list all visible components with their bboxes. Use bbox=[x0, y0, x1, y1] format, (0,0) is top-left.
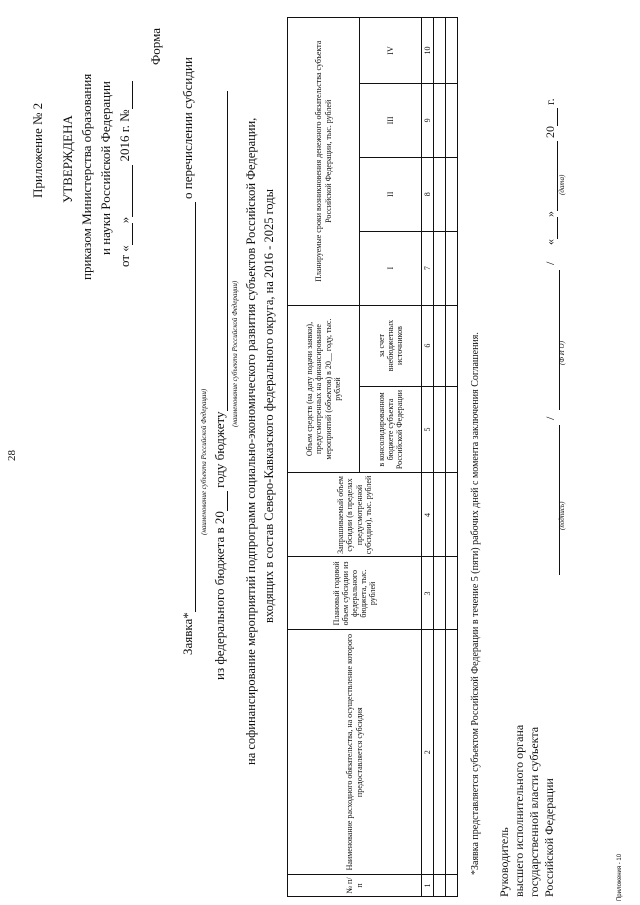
slash-left: / bbox=[543, 416, 557, 420]
budget-line bbox=[212, 92, 228, 681]
form-label: Форма bbox=[148, 28, 163, 65]
table-cell[interactable] bbox=[434, 630, 446, 875]
table-cell[interactable] bbox=[434, 473, 446, 557]
hint-subject-1: (наименование субъекта Российской Федерации) bbox=[200, 388, 208, 535]
table-cell[interactable] bbox=[446, 18, 458, 84]
header-funds: Объем средств (на дату подачи заявки), предусмотренных на финансирование мероприятий (объектов) в 20__ году, тыс. рублей bbox=[288, 305, 360, 473]
table-cell[interactable] bbox=[446, 386, 458, 473]
table-cell[interactable] bbox=[446, 875, 458, 897]
col-number: 1 bbox=[422, 875, 434, 897]
table-cell[interactable] bbox=[446, 630, 458, 875]
col-number: 8 bbox=[422, 157, 434, 231]
date-mid: » bbox=[117, 216, 132, 224]
signature-title bbox=[497, 725, 557, 897]
date-open: « bbox=[543, 239, 557, 245]
header-plan: Плановый годовой объем субсидии из федерального бюджета, тыс. рублей bbox=[288, 557, 422, 630]
table-cell[interactable] bbox=[446, 557, 458, 630]
budget-mid: году бюджету bbox=[212, 411, 227, 488]
table-cell[interactable] bbox=[434, 157, 446, 231]
header-funds-extrabudget: за счет внебюджетных источников bbox=[360, 305, 422, 386]
page-number: 28 bbox=[6, 450, 18, 461]
budget-prefix: из федерального бюджета в 20 bbox=[212, 511, 227, 680]
purpose-line-2: входящих в состав Северо-Кавказского федерального округа, на 2016 - 2025 годы bbox=[262, 188, 276, 623]
date-field[interactable] bbox=[543, 98, 558, 245]
signature-field[interactable] bbox=[542, 425, 560, 575]
slash-right: / bbox=[543, 261, 557, 265]
signature-line-4: Российской Федерации bbox=[542, 778, 556, 897]
header-quarter-1: I bbox=[360, 231, 422, 305]
subsidy-tail: о перечислении субсидии bbox=[180, 57, 195, 199]
table-cell[interactable] bbox=[434, 83, 446, 157]
purpose-line-1: на софинансирование мероприятий подпрограмм социально-экономического развития субъектов Российской Федерации, bbox=[244, 117, 258, 765]
subsidy-table bbox=[287, 17, 458, 897]
signature-line-2: высшего исполнительного органа bbox=[512, 724, 526, 897]
footnote: *Заявка представляется субъектом Российской Федерации в течение 5 (пяти) рабочих дней с момента заключения Соглашения. bbox=[470, 332, 481, 875]
col-number: 4 bbox=[422, 473, 434, 557]
fio-field[interactable] bbox=[542, 270, 560, 410]
header-terms: Планируемые сроки возникновения денежного обязательства субъекта Российской Федерации, тыс. рублей bbox=[288, 18, 360, 306]
table-row bbox=[446, 18, 458, 897]
table-cell[interactable] bbox=[446, 231, 458, 305]
table-cell[interactable] bbox=[434, 875, 446, 897]
table-cell[interactable] bbox=[446, 83, 458, 157]
approved-label: УТВЕРЖДЕНА bbox=[60, 115, 75, 203]
table-cell[interactable] bbox=[434, 18, 446, 84]
table-cell[interactable] bbox=[446, 305, 458, 386]
year-text: 2016 г. № bbox=[117, 109, 132, 162]
col-number: 10 bbox=[422, 18, 434, 84]
fio-hint: (Ф И О) bbox=[558, 341, 566, 365]
table-cell[interactable] bbox=[434, 305, 446, 386]
header-quarter-2: II bbox=[360, 157, 422, 231]
col-number: 3 bbox=[422, 557, 434, 630]
table-row bbox=[434, 18, 446, 897]
table-cell[interactable] bbox=[446, 473, 458, 557]
signature-line-3: государственной власти субъекта bbox=[527, 726, 541, 897]
edge-label: Приложения - 10 bbox=[617, 853, 623, 901]
date-year: 20 bbox=[543, 126, 557, 138]
appendix-title: Приложение № 2 bbox=[30, 102, 45, 198]
request-title: Заявка* bbox=[180, 612, 195, 655]
header-num: № п/п bbox=[288, 875, 422, 897]
col-number: 7 bbox=[422, 231, 434, 305]
table-cell[interactable] bbox=[434, 231, 446, 305]
table-cell[interactable] bbox=[434, 386, 446, 473]
col-number: 5 bbox=[422, 386, 434, 473]
date-hint: (дата) bbox=[558, 174, 566, 195]
col-number: 2 bbox=[422, 630, 434, 875]
date-g: г. bbox=[543, 98, 557, 105]
table-cell[interactable] bbox=[446, 157, 458, 231]
table-cell[interactable] bbox=[434, 557, 446, 630]
header-quarter-3: III bbox=[360, 83, 422, 157]
approved-date-line bbox=[117, 81, 133, 267]
header-name: Наименование расходного обязательства, на осуществление которого предоставляется субсидия bbox=[288, 630, 422, 875]
header-funds-consolidated: в консолидированном бюджете субъекта Российской Федерации bbox=[360, 386, 422, 473]
approved-line-1: приказом Министерства образования bbox=[79, 73, 94, 280]
approved-line-2: и науки Российской Федерации bbox=[98, 80, 113, 255]
col-number: 9 bbox=[422, 83, 434, 157]
date-prefix: от « bbox=[117, 245, 132, 267]
date-close: » bbox=[543, 211, 557, 217]
signature-line-1: Руководитель bbox=[497, 827, 511, 897]
header-requested: Запрашиваемый объем субсидии (в пределах предусмотренной субсидии), тыс. рублей bbox=[288, 473, 422, 557]
signature-hint: (подпись) bbox=[558, 501, 566, 530]
header-quarter-4: IV bbox=[360, 18, 422, 84]
column-number-row bbox=[422, 18, 434, 897]
request-title-line bbox=[180, 57, 196, 655]
hint-subject-2: (наименование субъекта Российской Федерации) bbox=[231, 280, 239, 427]
col-number: 6 bbox=[422, 305, 434, 386]
